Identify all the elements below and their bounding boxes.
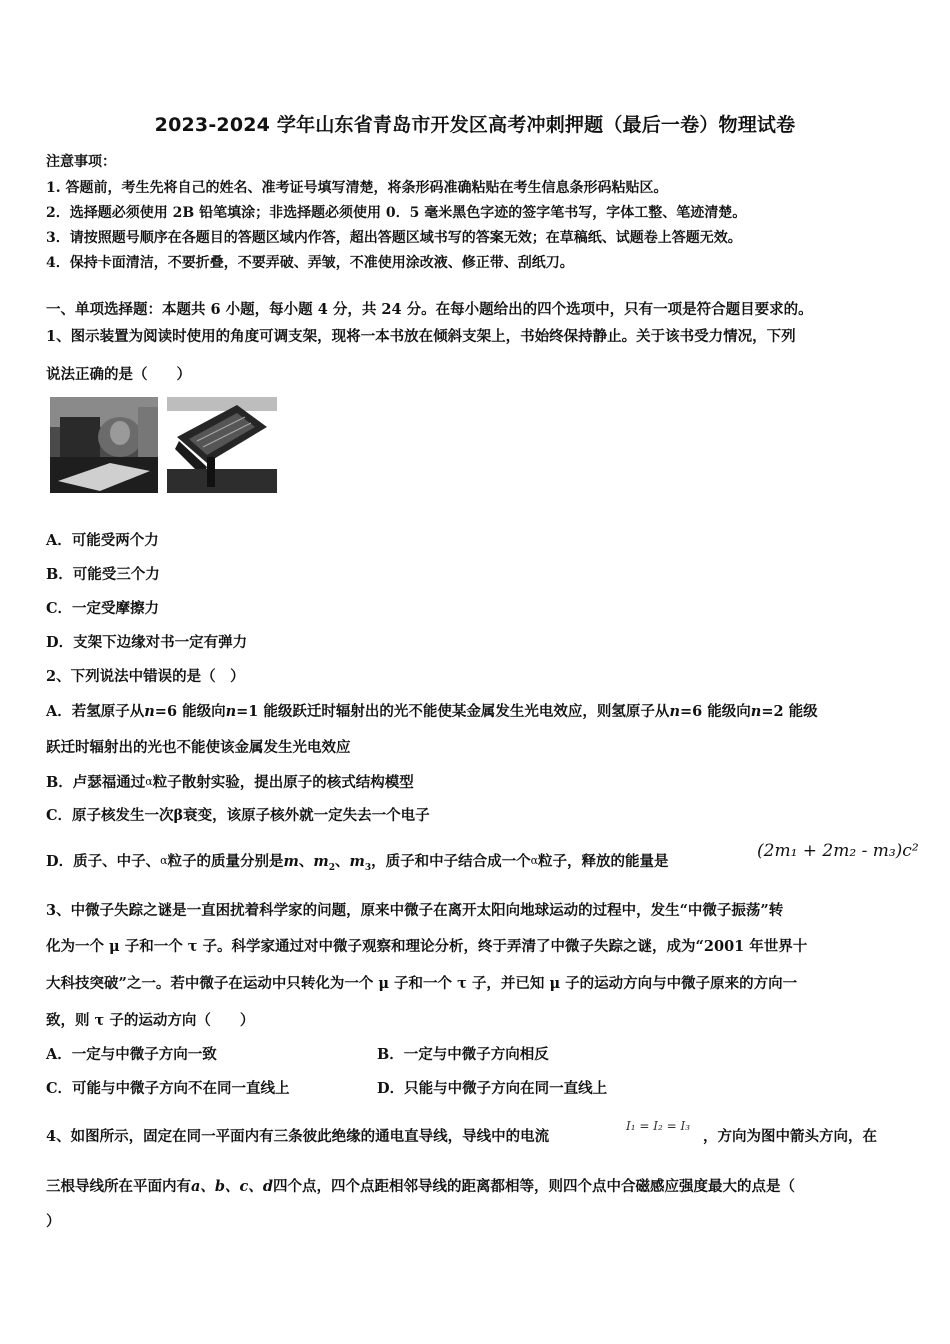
q4-text: 三根导线所在平面内有 [46, 1178, 191, 1195]
q2-a-text: A．若氢原子从 [46, 703, 145, 720]
mass-symbol: m [349, 853, 365, 870]
notice-item-2: 2．选择题必须使用 2B 铅笔填涂；非选择题必须使用 0．5 毫米黑色字迹的签字笔书写，字体工整、笔迹清楚。 [46, 205, 747, 221]
q2-stem: 2、下列说法中错误的是（ ） [46, 668, 245, 685]
exam-title: 2023-2024 学年山东省青岛市开发区高考冲刺押题（最后一卷）物理试卷 [154, 114, 796, 136]
q2-a-text: =6 能级向 [154, 703, 226, 720]
q1-stem-line2: 说法正确的是（ ） [46, 366, 191, 383]
q1-option-b: B．可能受三个力 [46, 566, 160, 583]
mass-subscript: 2 [328, 862, 335, 873]
q4-stem-line3: ） [46, 1213, 61, 1230]
q2-a-n: n [750, 703, 762, 720]
q3-stem-line1: 3、中微子失踪之谜是一直困扰着科学家的问题，原来中微子在离开太阳向地球运动的过程中，发生“中微子振荡”转 [46, 902, 784, 919]
q4-text: 四个点，四个点距相邻导线的距离都相等，则四个点中合磁感应强度最大的点是（ [273, 1178, 796, 1195]
mass-symbol: m [313, 853, 329, 870]
mass-sep: 、 [298, 853, 314, 870]
q2-a-n: n [144, 703, 155, 720]
notice-heading: 注意事项： [46, 154, 116, 170]
notice-item-1: 1. 答题前，考生先将自己的姓名、准考证号填写清楚，将条形码准确粘贴在考生信息条形码粘贴区。 [46, 180, 668, 196]
q3-stem-line3: 大科技突破”之一。若中微子在运动中只转化为一个 μ 子和一个 τ 子，并已知 μ 子的运动方向与中微子原来的方向一 [46, 975, 798, 992]
q2-option-c: C．原子核发生一次β衰变，该原子核外就一定失去一个电子 [46, 807, 430, 824]
q1-option-d: D．支架下边缘对书一定有弹力 [46, 634, 248, 651]
q2-option-a-line2: 跃迁时辐射出的光也不能使该金属发生光电效应 [46, 739, 351, 756]
q4-stem-line2 [46, 1177, 795, 1197]
q2-option-d [46, 851, 669, 878]
alpha-symbol: α [530, 854, 539, 867]
section-heading: 一、单项选择题：本题共 6 小题，每小题 4 分，共 24 分。在每小题给出的四个选项中，只有一项是符合题目要求的。 [46, 301, 813, 318]
q4-points: a、b、c、d [191, 1178, 274, 1195]
q2-b-text: B．卢瑟福通过 [46, 774, 146, 791]
q2-d-text: D．质子、中子、 [46, 853, 161, 870]
mass-subscript: 3 [364, 862, 372, 873]
q2-option-b [46, 772, 414, 793]
q4-stem-line1-end: ，方向为图中箭头方向，在 [703, 1128, 877, 1145]
q2-energy-formula: (2m₁ + 2m₂ - m₃)c² [757, 841, 919, 861]
mass-sep: 、 [334, 853, 350, 870]
q2-option-a-line1 [46, 702, 818, 722]
q4-current-formula: I₁ = I₂ = I₃ [626, 1119, 691, 1133]
q2-d-text: 粒子，释放的能量是 [538, 853, 669, 870]
notice-item-4: 4．保持卡面清洁，不要折叠，不要弄破、弄皱，不准使用涂改液、修正带、刮纸刀。 [46, 255, 574, 271]
q3-option-a: A．一定与中微子方向一致 [46, 1046, 217, 1063]
q2-a-text: =1 能级跃迁时辐射出的光不能使某金属发生光电效应，则氢原子从 [236, 703, 670, 720]
q1-option-a: A．可能受两个力 [46, 532, 159, 549]
alpha-symbol: α [160, 854, 168, 867]
q2-d-text: 粒子的质量分别是 [167, 853, 284, 870]
q2-a-text: =6 能级向 [679, 703, 751, 720]
q4-stem-line1: 4、如图所示，固定在同一平面内有三条彼此绝缘的通电直导线，导线中的电流 [46, 1128, 550, 1145]
q2-a-text: =2 能级 [761, 703, 818, 720]
q3-stem-line4: 致，则 τ 子的运动方向（ ） [46, 1012, 255, 1029]
q3-stem-line2: 化为一个 μ 子和一个 τ 子。科学家通过对中微子观察和理论分析，终于弄清了中微子失踪之谜，成为“2001 年世界十 [46, 938, 808, 955]
q3-option-b: B．一定与中微子方向相反 [377, 1046, 549, 1063]
q3-option-c: C．可能与中微子方向不在同一直线上 [46, 1080, 290, 1097]
q1-stem-line1: 1、图示装置为阅读时使用的角度可调支架，现将一本书放在倾斜支架上，书始终保持静止。关于该书受力情况，下列 [46, 328, 796, 345]
mass-symbol: m [283, 853, 299, 870]
q2-a-n: n [225, 703, 237, 720]
q1-photo-reading [50, 397, 158, 493]
q2-d-text: ，质子和中子结合成一个 [371, 853, 531, 870]
q2-b-text: 粒子散射实验，提出原子的核式结构模型 [152, 774, 414, 791]
q1-option-c: C．一定受摩擦力 [46, 600, 160, 617]
q2-a-n: n [669, 703, 680, 720]
q3-option-d: D．只能与中微子方向在同一直线上 [377, 1080, 608, 1097]
notice-item-3: 3．请按照题号顺序在各题目的答题区域内作答，超出答题区域书写的答案无效；在草稿纸、试题卷上答题无效。 [46, 230, 742, 246]
alpha-symbol: α [145, 775, 153, 788]
q1-photo-stand [167, 397, 277, 493]
